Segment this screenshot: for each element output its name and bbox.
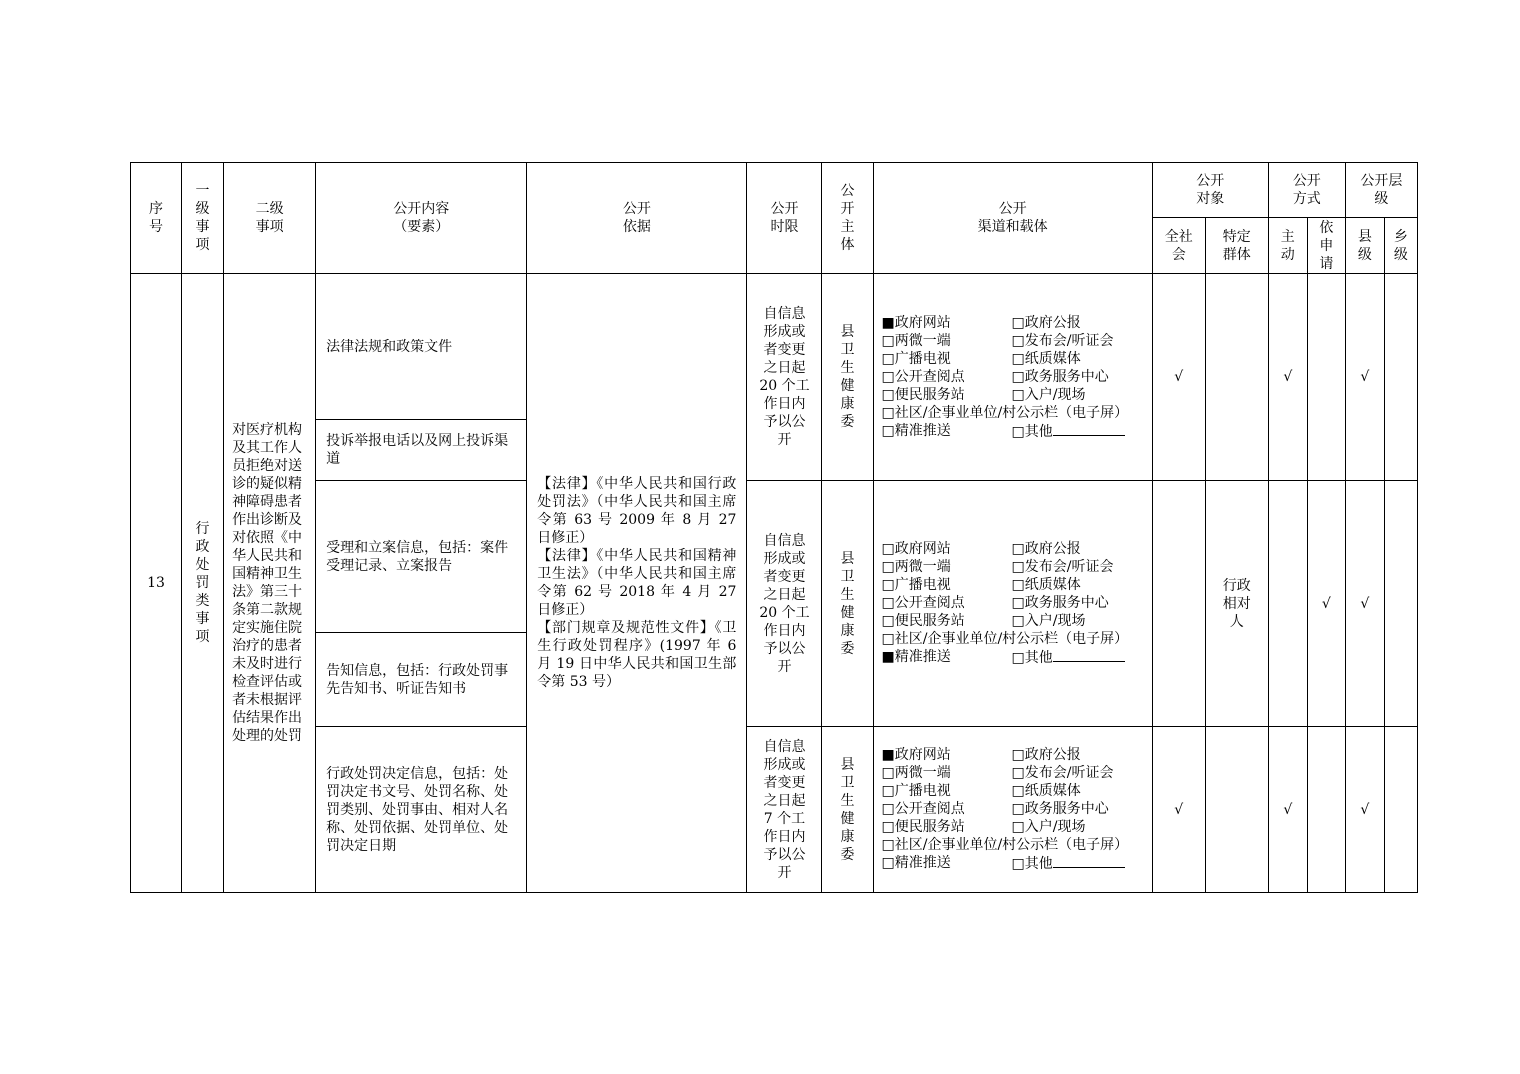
header-level2: 二级 事项 [224,163,316,274]
header-method: 公开 方式 [1268,163,1345,218]
channel-option: □入户/现场 [1011,613,1086,629]
channel-option: □政务服务中心 [1011,595,1109,611]
channel-option: □两微一端 [881,559,951,575]
header-subject: 公 开 主 体 [822,163,873,274]
content-item: 投诉举报电话以及网上投诉渠道 [316,420,527,481]
blank-line [1053,854,1125,868]
row-basis: 【法律】《中华人民共和国行政处罚法》（中华人民共和国主席令第 63 号 2009 年 8 月 27 日修正） 【法律】《中华人民共和国精神卫生法》（中华人民共和国主席令第 62 号 2018 年 4 月 27 日修正） 【部门规章及规范性文件】《卫生行政处罚程序》(1997 年 6 月 19 日中华人民共和国卫生部令第 53 号） [527,274,747,893]
content-item: 告知信息，包括：行政处罚事先告知书、听证告知书 [316,633,527,727]
channel-option: □入户/现场 [1011,819,1086,835]
channel-option: □便民服务站 [881,386,965,403]
channel-option: □政府公报 [1011,541,1081,557]
header-method-apply: 依 申 请 [1307,218,1345,274]
header-method-active: 主 动 [1268,218,1307,274]
channel-option: □政府公报 [1011,314,1081,331]
channel-option-bulletin: □社区/企事业单位/村公示栏（电子屏） [881,404,1129,421]
blank-line [1053,422,1125,436]
check-mark [1307,274,1345,481]
target-specific: 行政 相对 人 [1205,481,1268,727]
channel-option: □广播电视 [881,783,951,799]
check-mark: √ [1345,481,1384,727]
channel-option: □政务服务中心 [1011,368,1109,385]
check-mark [1384,727,1417,893]
channel-option: □入户/现场 [1011,386,1086,403]
subject: 县 卫 生 健 康 委 [822,274,873,481]
channel-option: □便民服务站 [881,819,965,835]
channel-option: □纸质媒体 [1011,577,1081,593]
subject: 县 卫 生 健 康 委 [822,481,873,727]
channel-option: ■精准推送 [881,649,951,665]
check-mark: √ [1152,274,1205,481]
channel-option-bulletin: □社区/企事业单位/村公示栏（电子屏） [881,837,1129,853]
channel-cell [873,727,1152,893]
channel-option: □两微一端 [881,765,951,781]
check-mark: √ [1268,727,1307,893]
blank-line [1053,648,1125,662]
channel-cell [873,481,1152,727]
content-item: 法律法规和政策文件 [316,274,527,420]
channel-option-bulletin: □社区/企事业单位/村公示栏（电子屏） [881,631,1129,647]
header-level-county: 县 级 [1345,218,1384,274]
header-level: 公开层 级 [1345,163,1417,218]
channel-option: □发布会/听证会 [1011,559,1114,575]
channel-option: □纸质媒体 [1011,783,1081,799]
target-specific [1205,727,1268,893]
row-level2: 对医疗机构及其工作人员拒绝对送诊的疑似精神障碍患者作出诊断及对依照《中华人民共和国精神卫生法》第三十条第二款规定实施住院治疗的患者未及时进行检查评估或者未根据评估结果作出处理的处罚 [224,274,316,893]
check-mark: √ [1268,274,1307,481]
channel-option: □精准推送 [881,422,951,439]
check-mark [1268,481,1307,727]
channel-cell [873,274,1152,481]
check-mark [1152,481,1205,727]
check-mark [1384,274,1417,481]
channel-option-other: □其他 [1011,650,1053,666]
time-limit: 自信息 形成或 者变更 之日起 20 个工 作日内 予以公 开 [747,274,822,481]
header-content: 公开内容 （要素） [316,163,527,274]
header-target-all: 全社 会 [1152,218,1205,274]
subject: 县 卫 生 健 康 委 [822,727,873,893]
header-time-limit: 公开 时限 [747,163,822,274]
check-mark [1384,481,1417,727]
check-mark [1307,727,1345,893]
channel-options [874,314,1152,441]
row-seq: 13 [131,274,182,893]
channel-option: □便民服务站 [881,613,965,629]
target-specific [1205,274,1268,481]
header-target-specific: 特定 群体 [1205,218,1268,274]
disclosure-table [130,162,1418,893]
content-item: 受理和立案信息，包括：案件受理记录、立案报告 [316,481,527,633]
channel-option: □两微一端 [881,332,951,349]
channel-options [874,540,1152,667]
header-target: 公开 对象 [1152,163,1268,218]
header-basis: 公开 依据 [527,163,747,274]
check-mark: √ [1307,481,1345,727]
check-mark: √ [1152,727,1205,893]
channel-option: □广播电视 [881,350,951,367]
header-channel: 公开 渠道和载体 [873,163,1152,274]
channel-option: □精准推送 [881,855,951,871]
content-item: 行政处罚决定信息，包括：处罚决定书文号、处罚名称、处罚类别、处罚事由、相对人名称、处罚依据、处罚单位、处罚决定日期 [316,727,527,893]
row-level1: 行 政 处 罚 类 事 项 [182,274,224,893]
channel-option: □政府网站 [881,541,951,557]
channel-option: □纸质媒体 [1011,350,1081,367]
channel-option: □发布会/听证会 [1011,332,1114,349]
channel-option-other: □其他 [1011,856,1053,872]
channel-option: ■政府网站 [881,314,951,331]
channel-option-other: □其他 [1011,423,1053,440]
time-limit: 自信息 形成或 者变更 之日起 7 个工 作日内 予以公 开 [747,727,822,893]
channel-options [874,746,1152,873]
header-level-town: 乡 级 [1384,218,1417,274]
channel-option: □政府公报 [1011,747,1081,763]
channel-option: ■政府网站 [881,747,951,763]
time-limit: 自信息 形成或 者变更 之日起 20 个工 作日内 予以公 开 [747,481,822,727]
channel-option: □发布会/听证会 [1011,765,1114,781]
channel-option: □公开查阅点 [881,801,965,817]
header-level1: 一 级 事 项 [182,163,224,274]
header-seq: 序 号 [131,163,182,274]
channel-option: □广播电视 [881,577,951,593]
channel-option: □公开查阅点 [881,595,965,611]
check-mark: √ [1345,274,1384,481]
channel-option: □政务服务中心 [1011,801,1109,817]
channel-option: □公开查阅点 [881,368,965,385]
check-mark: √ [1345,727,1384,893]
